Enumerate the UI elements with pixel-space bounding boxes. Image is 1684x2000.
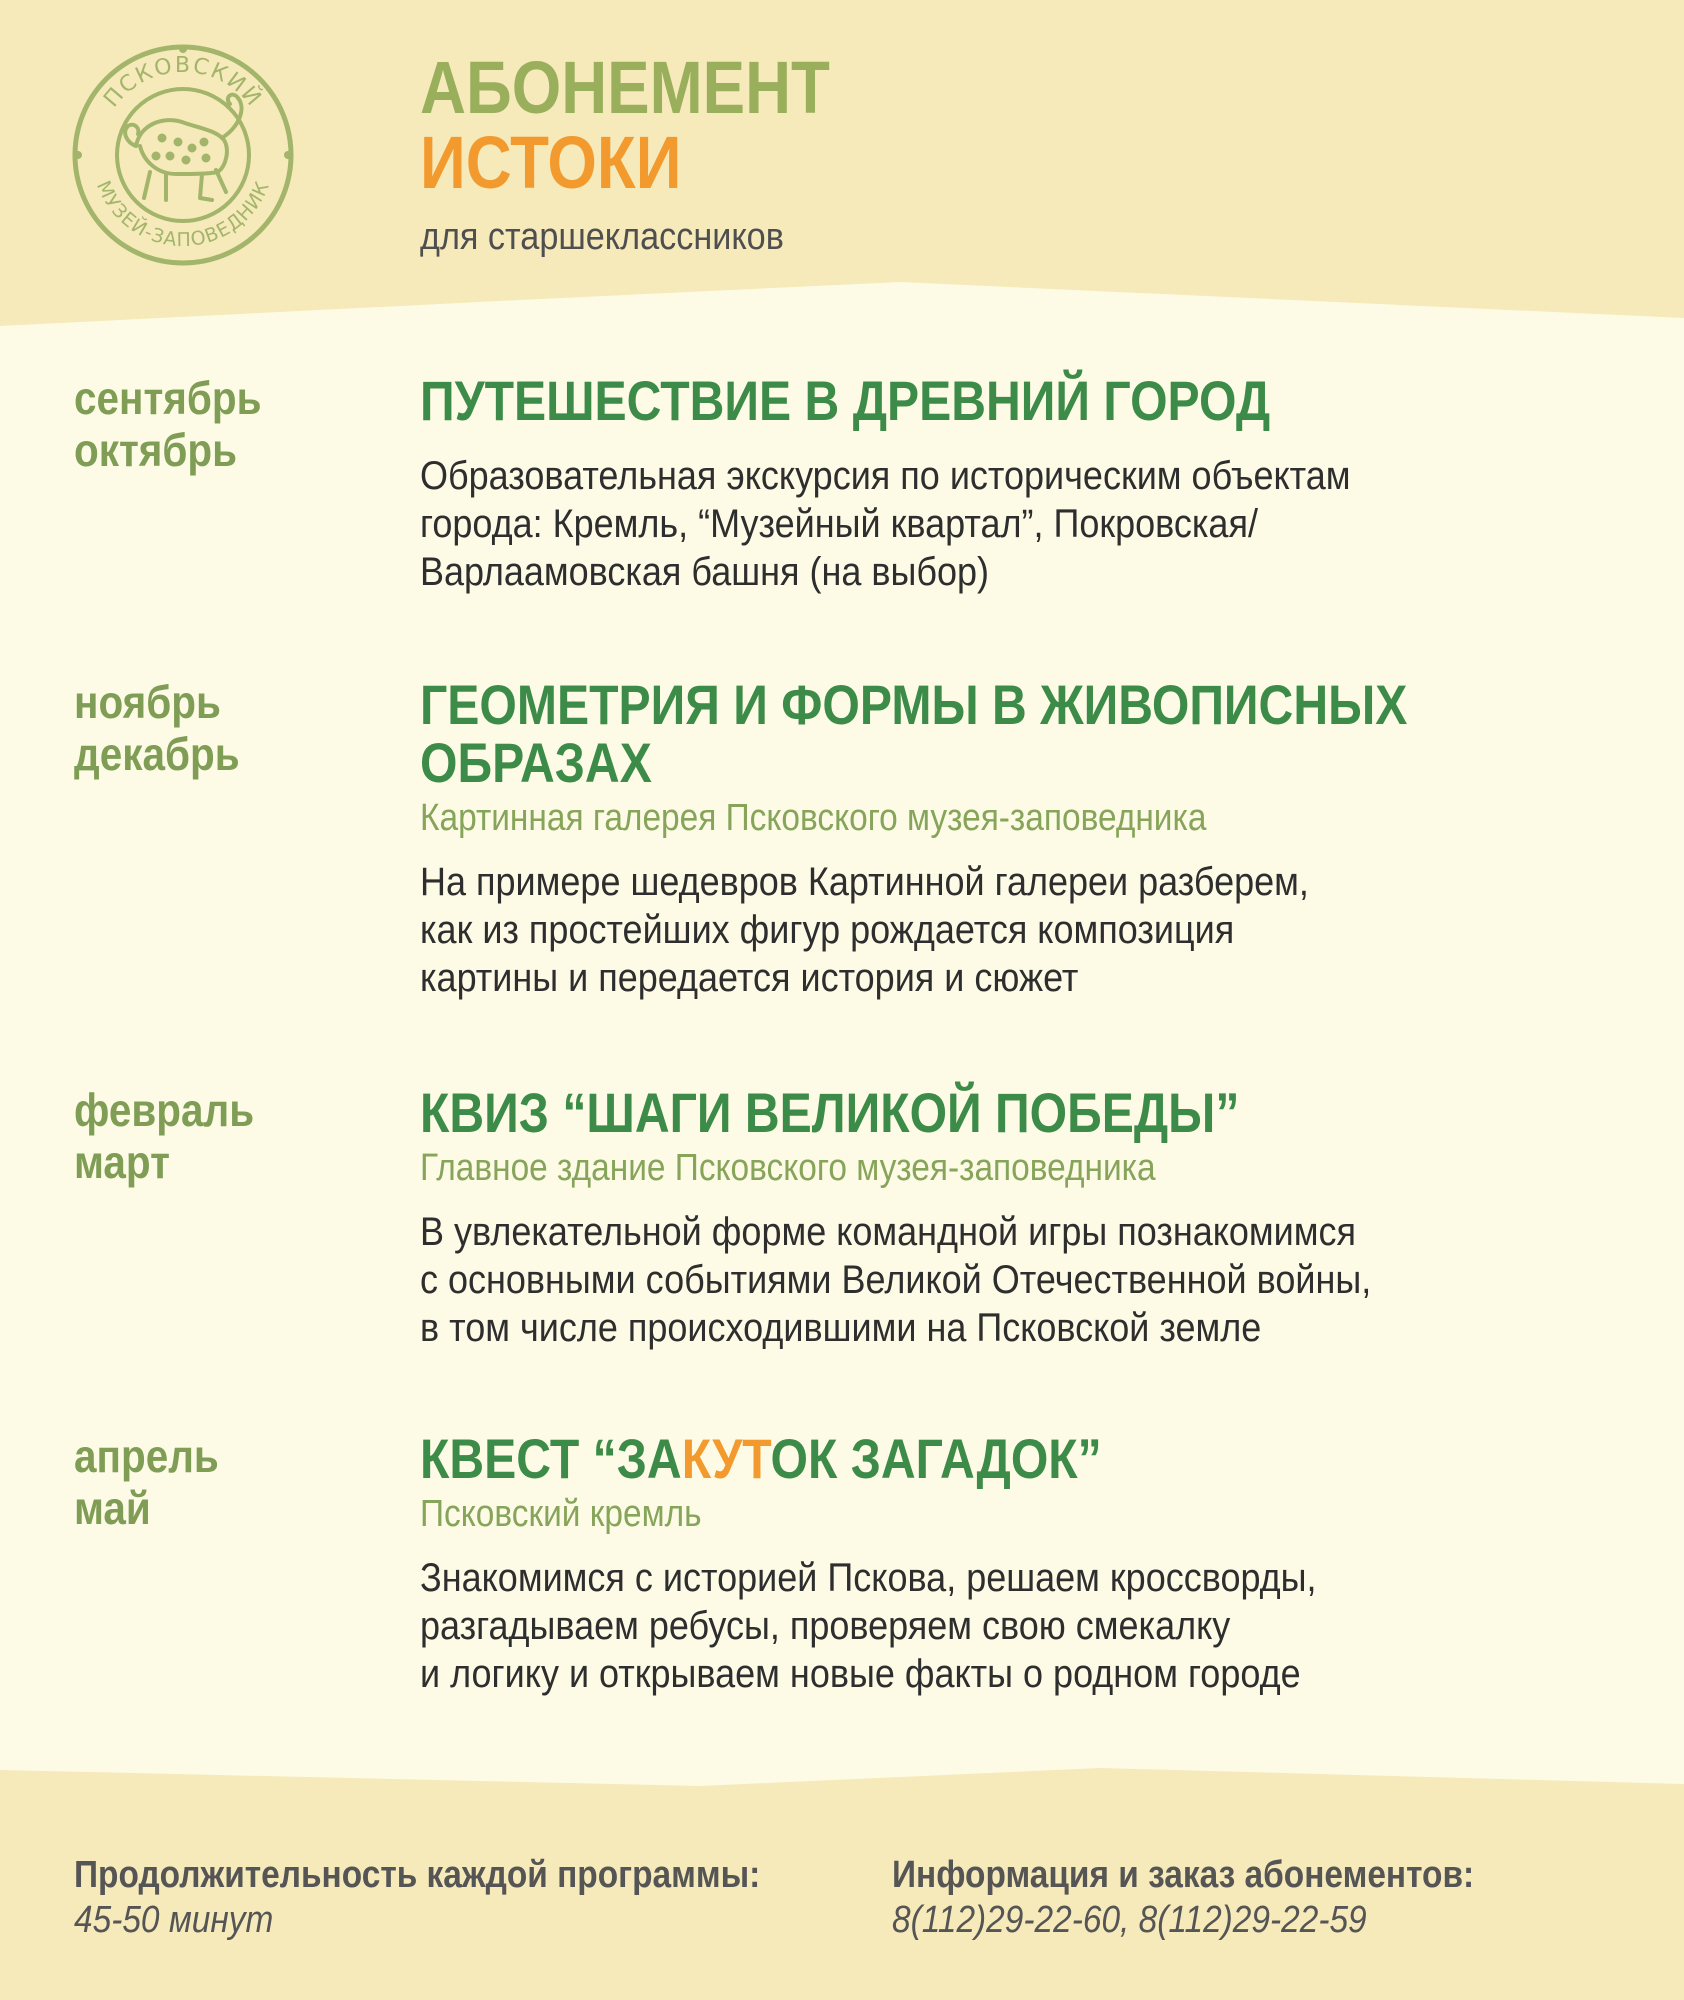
logo-bottom-text: МУЗЕЙ-ЗАПОВЕДНИК: [91, 177, 274, 252]
month-label: февраль: [74, 1084, 255, 1136]
month-label: март: [74, 1136, 170, 1188]
logo-top-text: ПСКОВСКИЙ: [99, 52, 267, 113]
duration-block: [74, 1852, 854, 1942]
contact-label: Информация и заказ абонементов:: [892, 1854, 1475, 1896]
program-months: [74, 1084, 254, 1188]
program-title: [420, 673, 1461, 794]
month-label: май: [74, 1482, 151, 1534]
program-title-part: КВЕСТ “ЗА: [420, 1427, 682, 1490]
description-line: Варлаамовская башня (на выбор): [420, 550, 990, 594]
duration-value: 45-50 минут: [74, 1899, 274, 1941]
description-line: города: Кремль, “Музейный квартал”, Покровская/: [420, 502, 1258, 546]
description-line: На примере шедевров Картинной галереи разберем,: [420, 860, 1309, 904]
description-line: как из простейших фигур рождается композиция: [420, 908, 1235, 952]
program-months: [74, 372, 262, 476]
title-audience: для старшеклассников: [420, 216, 784, 258]
description-line: в том числе происходившими на Псковской земле: [420, 1306, 1262, 1350]
program-description: [420, 1554, 1509, 1698]
program-months: [74, 676, 240, 780]
program-title: ПУТЕШЕСТВИЕ В ДРЕВНИЙ ГОРОД: [420, 369, 1271, 432]
header: [420, 46, 897, 259]
program-title-part: ОК ЗАГАДОК”: [770, 1427, 1102, 1490]
program-months: [74, 1430, 219, 1534]
leopard-icon: [125, 95, 241, 200]
month-label: ноябрь: [74, 676, 221, 728]
program-content: [420, 1427, 1630, 1698]
program-location: Главное здание Псковского музея-заповедника: [420, 1147, 1156, 1189]
program-description: [420, 858, 1509, 1002]
duration-label: Продолжительность каждой программы:: [74, 1854, 761, 1896]
title-subscription: АБОНЕМЕНТ: [420, 46, 830, 129]
month-label: декабрь: [74, 728, 240, 780]
program-location: Картинная галерея Псковского музея-заповедника: [420, 797, 1207, 839]
month-label: октябрь: [74, 424, 238, 476]
month-label: апрель: [74, 1430, 219, 1482]
month-label: сентябрь: [74, 372, 262, 424]
description-line: Знакомимся с историей Пскова, решаем кроссворды,: [420, 1556, 1317, 1600]
museum-logo: [70, 42, 296, 268]
contact-block: [892, 1852, 1554, 1942]
program-content: [420, 369, 1630, 596]
description-line: с основными событиями Великой Отечественной войны,: [420, 1258, 1372, 1302]
description-line: В увлекательной форме командной игры познакомимся: [420, 1210, 1357, 1254]
program-content: [420, 1081, 1630, 1352]
description-line: Образовательная экскурсия по историческим объектам: [420, 454, 1351, 498]
program-location: Псковский кремль: [420, 1493, 702, 1535]
contact-phones: 8(112)29-22-60, 8(112)29-22-59: [892, 1899, 1367, 1941]
program-title-accent: КУТ: [681, 1427, 771, 1490]
program-title: КВИЗ “ШАГИ ВЕЛИКОЙ ПОБЕДЫ”: [420, 1081, 1240, 1144]
program-title-line: ГЕОМЕТРИЯ И ФОРМЫ В ЖИВОПИСНЫХ: [420, 673, 1408, 736]
description-line: картины и передается история и сюжет: [420, 956, 1079, 1000]
description-line: и логику и открываем новые факты о родном городе: [420, 1652, 1301, 1696]
description-line: разгадываем ребусы, проверяем свою смекалку: [420, 1604, 1231, 1648]
program-description: [420, 1208, 1509, 1352]
program-content: [420, 673, 1630, 1002]
program-description: [420, 452, 1509, 596]
program-title: [420, 1427, 1461, 1490]
program-title-line: ОБРАЗАХ: [420, 731, 652, 794]
title-program-name: ИСТОКИ: [420, 121, 682, 204]
